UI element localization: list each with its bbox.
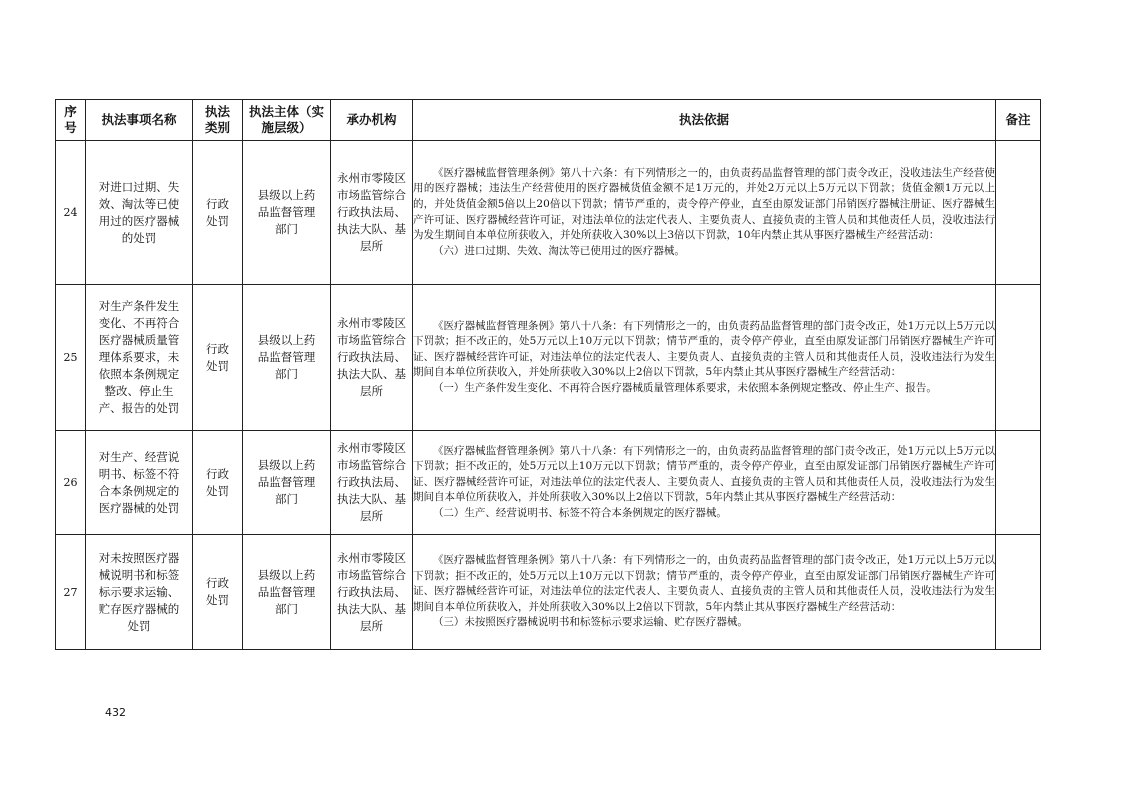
item-name: 对未按照医疗器械说明书和标签标示要求运输、贮存医疗器械的处罚 (86, 535, 193, 650)
legal-basis (413, 431, 996, 535)
enforcement-items-table (55, 99, 1041, 650)
item-name: 对进口过期、失效、淘汰等已使用过的医疗器械的处罚 (86, 141, 193, 285)
legal-basis-item: （三）未按照医疗器械说明书和标签标示要求运输、贮存医疗器械。 (432, 616, 748, 629)
header-category: 执法类别 (193, 100, 243, 141)
legal-basis-item: （一）生产条件发生变化、不再符合医疗器械质量管理体系要求，未依照本条例规定整改、停止生产、报告。 (432, 381, 937, 394)
enforcement-subject: 县级以上药品监督管理部门 (243, 431, 331, 535)
table-row (56, 141, 1041, 285)
enforcement-subject: 县级以上药品监督管理部门 (243, 141, 331, 285)
item-name: 对生产条件发生变化、不再符合医疗器械质量管理体系要求，未依照本条例规定整改、停止生产、报告的处罚 (86, 285, 193, 431)
item-name: 对生产、经营说明书、标签不符合本条例规定的医疗器械的处罚 (86, 431, 193, 535)
remark (996, 285, 1041, 431)
enforcement-category: 行政处罚 (193, 431, 243, 535)
enforcement-subject: 县级以上药品监督管理部门 (243, 285, 331, 431)
legal-basis (413, 141, 996, 285)
handling-agency: 永州市零陵区市场监管综合行政执法局、执法大队、基层所 (331, 285, 413, 431)
table-row (56, 431, 1041, 535)
header-name: 执法事项名称 (86, 100, 193, 141)
legal-basis-main: 《医疗器械监督管理条例》第八十八条：有下列情形之一的，由负责药品监督管理的部门责令改正，处1万元以上5万元以下罚款；拒不改正的，处5万元以上10万元以下罚款；情节严重的，责令停产停业，直至由原发证部门吊销医疗器械生产许可证、医疗器械经营许可证，对违法单位的法定代表人、主要负责人、直接负责的主管人员和其他责任人员，没收违法行为发生期间自本单位所获收入，并处所获收入30%以上2倍以下罚款，5年内禁止其从事医疗器械生产经营活动： (413, 319, 995, 379)
page-number: 432 (105, 706, 126, 719)
legal-basis (413, 285, 996, 431)
enforcement-subject: 县级以上药品监督管理部门 (243, 535, 331, 650)
handling-agency: 永州市零陵区市场监管综合行政执法局、执法大队、基层所 (331, 431, 413, 535)
legal-basis-item: （二）生产、经营说明书、标签不符合本条例规定的医疗器械。 (432, 506, 727, 519)
header-basis: 执法依据 (413, 100, 996, 141)
header-no: 序号 (56, 100, 86, 141)
handling-agency: 永州市零陵区市场监管综合行政执法局、执法大队、基层所 (331, 535, 413, 650)
legal-basis-main: 《医疗器械监督管理条例》第八十六条：有下列情形之一的，由负责药品监督管理的部门责令改正，没收违法生产经营使用的医疗器械；违法生产经营使用的医疗器械货值金额不足1万元的，并处2万元以上5万元以下罚款；货值金额1万元以上的，并处货值金额5倍以上20倍以下罚款；情节严重的，责令停产停业，直至由原发证部门吊销医疗器械注册证、医疗器械生产许可证、医疗器械经营许可证，对违法单位的法定代表人、主要负责人、直接负责的主管人员和其他责任人员，没收违法行为发生期间自本单位所获收入，并处所获收入30%以上3倍以下罚款，10年内禁止其从事医疗器械生产经营活动： (413, 166, 995, 242)
header-subject: 执法主体（实施层级） (243, 100, 331, 141)
table-row (56, 535, 1041, 650)
table-row (56, 285, 1041, 431)
legal-basis-main: 《医疗器械监督管理条例》第八十八条：有下列情形之一的，由负责药品监督管理的部门责令改正，处1万元以上5万元以下罚款；拒不改正的，处5万元以上10万元以下罚款；情节严重的，责令停产停业，直至由原发证部门吊销医疗器械生产许可证、医疗器械经营许可证，对违法单位的法定代表人、主要负责人、直接负责的主管人员和其他责任人员，没收违法行为发生期间自本单位所获收入，并处所获收入30%以上2倍以下罚款，5年内禁止其从事医疗器械生产经营活动： (413, 554, 995, 613)
row-number: 27 (56, 535, 86, 650)
row-number: 26 (56, 431, 86, 535)
remark (996, 141, 1041, 285)
handling-agency: 永州市零陵区市场监管综合行政执法局、执法大队、基层所 (331, 141, 413, 285)
legal-basis (413, 535, 996, 650)
legal-basis-item: （六）进口过期、失效、淘汰等已使用过的医疗器械。 (432, 244, 685, 257)
header-remark: 备注 (996, 100, 1041, 141)
header-agency: 承办机构 (331, 100, 413, 141)
enforcement-category: 行政处罚 (193, 535, 243, 650)
row-number: 25 (56, 285, 86, 431)
remark (996, 535, 1041, 650)
table-header-row (56, 100, 1041, 141)
legal-basis-main: 《医疗器械监督管理条例》第八十八条：有下列情形之一的，由负责药品监督管理的部门责令改正，处1万元以上5万元以下罚款；拒不改正的，处5万元以上10万元以下罚款；情节严重的，责令停产停业，直至由原发证部门吊销医疗器械生产许可证、医疗器械经营许可证，对违法单位的法定代表人、主要负责人、直接负责的主管人员和其他责任人员，没收违法行为发生期间自本单位所获收入，并处所获收入30%以上2倍以下罚款，5年内禁止其从事医疗器械生产经营活动： (413, 444, 995, 504)
enforcement-category: 行政处罚 (193, 141, 243, 285)
remark (996, 431, 1041, 535)
row-number: 24 (56, 141, 86, 285)
enforcement-category: 行政处罚 (193, 285, 243, 431)
